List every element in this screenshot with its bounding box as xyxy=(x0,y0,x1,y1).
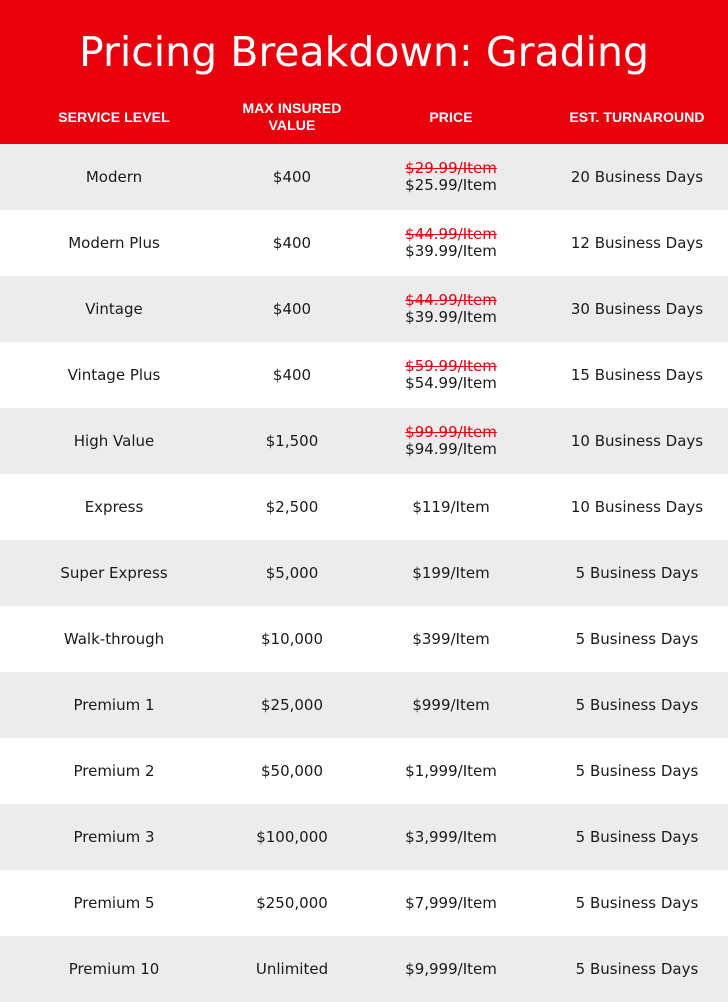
price-cell xyxy=(356,936,546,1002)
max-insured-value-cell: $25,000 xyxy=(260,695,324,714)
current-price: $39.99/Item xyxy=(405,308,497,326)
price-cell xyxy=(356,408,546,474)
table-row xyxy=(0,606,728,672)
current-price: $399/Item xyxy=(412,629,490,648)
price-cell xyxy=(356,210,546,276)
price-cell xyxy=(356,540,546,606)
current-price: $25.99/Item xyxy=(405,176,497,194)
table-row xyxy=(0,342,728,408)
current-price: $999/Item xyxy=(412,695,490,714)
table-row xyxy=(0,276,728,342)
original-price: $29.99/Item xyxy=(405,159,497,177)
table-row xyxy=(0,474,728,540)
price-cell xyxy=(356,342,546,408)
max-insured-value-cell: $2,500 xyxy=(265,497,319,516)
table-row xyxy=(0,672,728,738)
table-row xyxy=(0,936,728,1002)
price-cell xyxy=(356,144,546,210)
table-row xyxy=(0,210,728,276)
price-cell xyxy=(356,276,546,342)
service-level-cell: Premium 2 xyxy=(73,761,155,780)
current-price: $54.99/Item xyxy=(405,374,497,392)
max-insured-value-cell: $400 xyxy=(272,365,312,384)
page-title: Pricing Breakdown: Grading xyxy=(78,28,650,76)
column-header-price: PRICE xyxy=(429,108,473,125)
current-price: $7,999/Item xyxy=(405,893,497,912)
service-level-cell: Walk-through xyxy=(63,629,165,648)
table-header xyxy=(0,96,728,138)
current-price: $39.99/Item xyxy=(405,242,497,260)
price-cell xyxy=(356,738,546,804)
max-insured-value-cell: Unlimited xyxy=(255,959,329,978)
table-row xyxy=(0,408,728,474)
pricing-table-body xyxy=(0,144,728,1002)
service-level-cell: Premium 3 xyxy=(73,827,155,846)
turnaround-cell: 15 Business Days xyxy=(570,365,704,384)
table-row xyxy=(0,144,728,210)
turnaround-cell: 5 Business Days xyxy=(575,695,699,714)
price-cell xyxy=(356,804,546,870)
service-level-cell: Modern xyxy=(85,167,143,186)
turnaround-cell: 10 Business Days xyxy=(570,497,704,516)
price-cell xyxy=(356,870,546,936)
turnaround-cell: 5 Business Days xyxy=(575,563,699,582)
max-insured-value-cell: $5,000 xyxy=(265,563,319,582)
current-price: $9,999/Item xyxy=(405,959,497,978)
current-price: $199/Item xyxy=(412,563,490,582)
turnaround-cell: 12 Business Days xyxy=(570,233,704,252)
turnaround-cell: 5 Business Days xyxy=(575,959,699,978)
current-price: $119/Item xyxy=(412,497,490,516)
turnaround-cell: 5 Business Days xyxy=(575,893,699,912)
column-header-service-level: SERVICE LEVEL xyxy=(58,108,170,125)
column-header-est-turnaround: EST. TURNAROUND xyxy=(569,108,705,125)
original-price: $99.99/Item xyxy=(405,423,497,441)
max-insured-value-cell: $1,500 xyxy=(265,431,319,450)
current-price: $94.99/Item xyxy=(405,440,497,458)
service-level-cell: High Value xyxy=(73,431,155,450)
turnaround-cell: 5 Business Days xyxy=(575,629,699,648)
max-insured-value-cell: $100,000 xyxy=(256,827,328,846)
turnaround-cell: 10 Business Days xyxy=(570,431,704,450)
service-level-cell: Express xyxy=(84,497,144,516)
service-level-cell: Premium 5 xyxy=(73,893,155,912)
table-row xyxy=(0,540,728,606)
service-level-cell: Super Express xyxy=(60,563,168,582)
table-row xyxy=(0,738,728,804)
table-row xyxy=(0,870,728,936)
turnaround-cell: 5 Business Days xyxy=(575,761,699,780)
max-insured-value-cell: $250,000 xyxy=(256,893,328,912)
service-level-cell: Vintage Plus xyxy=(67,365,161,384)
max-insured-value-cell: $400 xyxy=(272,167,312,186)
turnaround-cell: 20 Business Days xyxy=(570,167,704,186)
price-cell xyxy=(356,672,546,738)
table-row xyxy=(0,804,728,870)
service-level-cell: Modern Plus xyxy=(68,233,160,252)
max-insured-value-cell: $400 xyxy=(272,233,312,252)
column-header-max-insured-value: MAX INSURED VALUE xyxy=(242,100,342,133)
turnaround-cell: 5 Business Days xyxy=(575,827,699,846)
current-price: $3,999/Item xyxy=(405,827,497,846)
service-level-cell: Vintage xyxy=(85,299,143,318)
turnaround-cell: 30 Business Days xyxy=(570,299,704,318)
current-price: $1,999/Item xyxy=(405,761,497,780)
original-price: $59.99/Item xyxy=(405,357,497,375)
max-insured-value-cell: $400 xyxy=(272,299,312,318)
service-level-cell: Premium 1 xyxy=(73,695,155,714)
header-banner xyxy=(0,0,728,144)
price-cell xyxy=(356,606,546,672)
max-insured-value-cell: $10,000 xyxy=(260,629,324,648)
original-price: $44.99/Item xyxy=(405,225,497,243)
max-insured-value-cell: $50,000 xyxy=(260,761,324,780)
service-level-cell: Premium 10 xyxy=(68,959,160,978)
price-cell xyxy=(356,474,546,540)
original-price: $44.99/Item xyxy=(405,291,497,309)
